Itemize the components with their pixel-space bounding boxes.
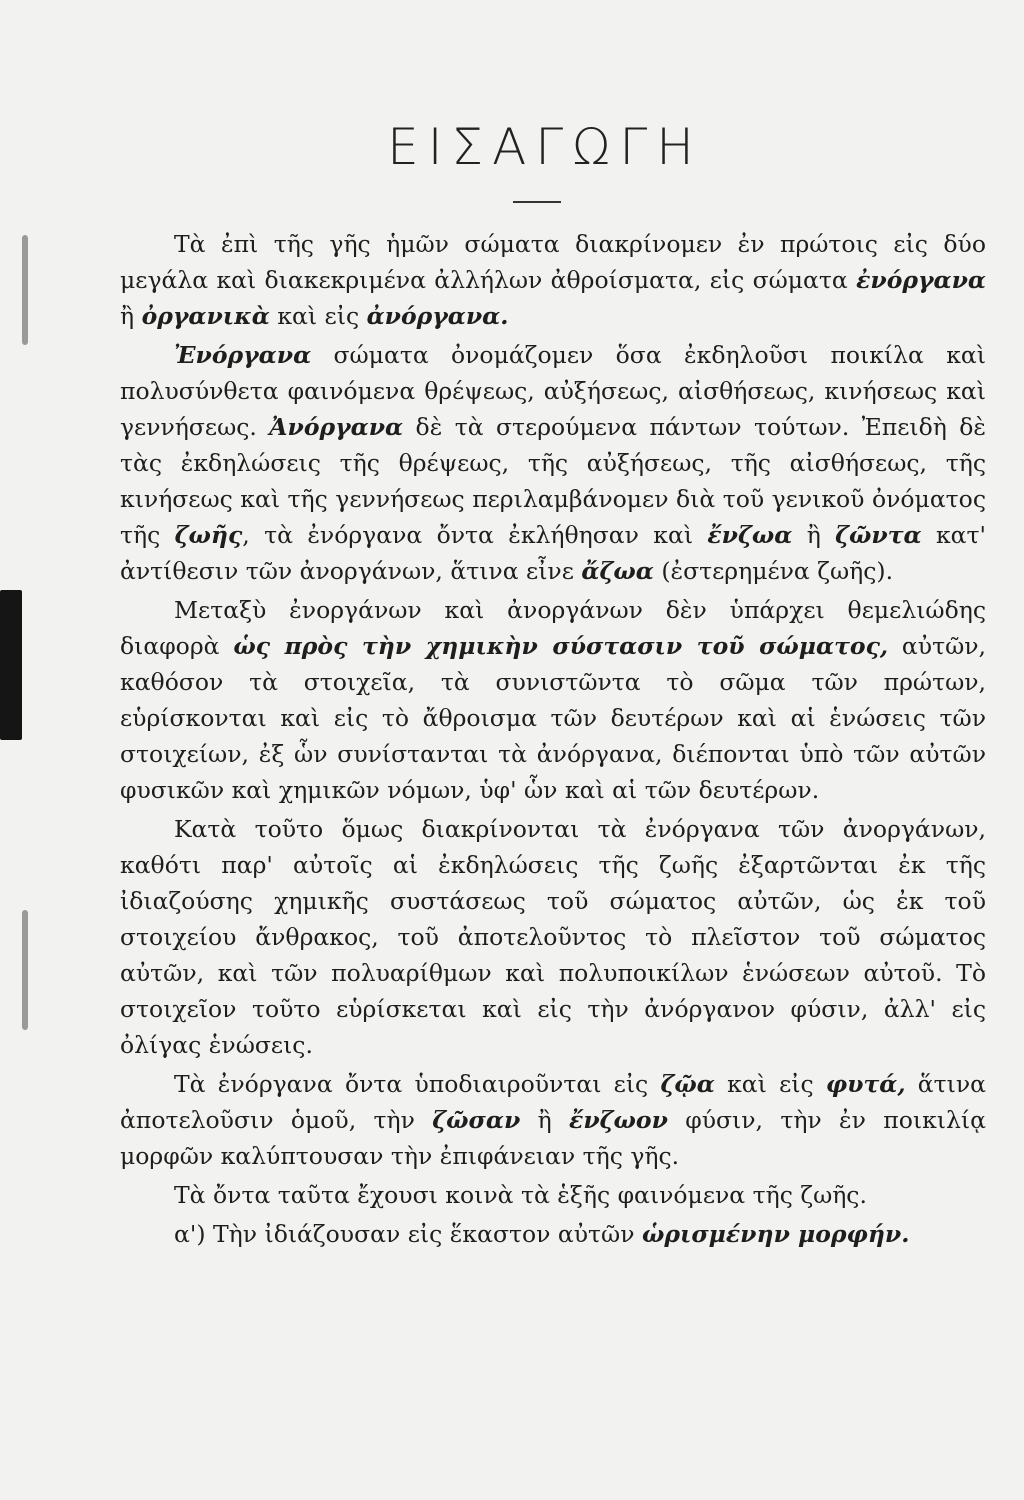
term-zoa: ζῷα	[660, 1070, 715, 1098]
term-chemical-composition: ὡς πρὸς τὴν χημικὴν σύστασιν τοῦ σώματος,	[233, 632, 889, 660]
body-text	[120, 226, 986, 1252]
binding-thread-mark	[22, 235, 28, 345]
term-enorgana: Ἐνόργανα	[174, 341, 312, 369]
term-zosan: ζῶσαν	[432, 1106, 521, 1134]
term-zonta: ζῶντα	[835, 521, 922, 549]
term-anorgana: Ἀνόργανα	[269, 413, 404, 441]
term-orismeni-morfi: ὡρισμένην μορφήν.	[641, 1220, 910, 1248]
paragraph-5: Τὰ ἐνόργανα ὄντα ὑποδιαιροῦνται εἰς ζῷα καὶ εἰς φυτά, ἅτινα ἀποτελοῦσιν ὁμοῦ, τὴν ζῶσαν ἢ ἔνζωον φύσιν, τὴν ἐν ποικιλίᾳ μορφῶν καλύπτουσαν τὴν ἐπιφάνειαν τῆς γῆς.	[120, 1070, 987, 1170]
term-enorgana: ἐνόργανα	[856, 266, 986, 294]
title-rule	[513, 201, 561, 203]
paragraph-7: α') Τὴν ἰδιάζουσαν εἰς ἕκαστον αὐτῶν ὡρισμένην μορφήν.	[174, 1220, 910, 1248]
binding-thread-mark	[22, 910, 28, 1030]
term-zois: ζωῆς	[174, 521, 243, 549]
page-title: ΕΙΣΑΓΩΓΗ	[387, 118, 703, 176]
paragraph-3: Μεταξὺ ἐνοργάνων καὶ ἀνοργάνων δὲν ὑπάρχει θεμελιώδης διαφορὰ ὡς πρὸς τὴν χημικὴν σύστασιν τοῦ σώματος, αὐτῶν, καθόσον τὰ στοιχεῖα, τὰ συνιστῶντα τὸ σῶμα τῶν πρώτων, εὑρίσκονται καὶ εἰς τὸ ἄθροισμα τῶν δευτέρων καὶ αἱ ἑνώσεις τῶν στοιχείων, ἐξ ὧν συνίστανται τὰ ἀνόργανα, διέπονται ὑπὸ τῶν αὐτῶν φυσικῶν καὶ χημικῶν νόμων, ὑφ' ὧν καὶ αἱ τῶν δευτέρων.	[120, 596, 986, 804]
term-enzoa: ἔνζωα	[707, 521, 793, 549]
term-organika: ὀργανικὰ	[141, 302, 270, 330]
paragraph-2: Ἐνόργανα σώματα ὀνομάζομεν ὅσα ἐκδηλοῦσι ποικίλα καὶ πολυσύνθετα φαινόμενα θρέψεως, αὐξήσεως, αἰσθήσεως, κινήσεως καὶ γεννήσεως. Ἀνόργανα δὲ τὰ στερούμενα πάντων τούτων. Ἐπειδὴ δὲ τὰς ἐκδηλώσεις τῆς θρέψεως, τῆς αὐξήσεως, τῆς αἰσθήσεως, τῆς κινήσεως καὶ τῆς γεννήσεως περιλαμβάνομεν διὰ τοῦ γενικοῦ ὀνόματος τῆς ζωῆς, τὰ ἐνόργανα ὄντα ἐκλήθησαν καὶ ἔνζωα ἢ ζῶντα κατ' ἀντίθεσιν τῶν ἀνοργάνων, ἅτινα εἶνε ἄζωα (ἐστερημένα ζωῆς).	[120, 341, 986, 585]
term-azoa: ἄζωα	[581, 557, 654, 585]
paragraph-4: Κατὰ τοῦτο ὅμως διακρίνονται τὰ ἐνόργανα τῶν ἀνοργάνων, καθότι παρ' αὐτοῖς αἱ ἐκδηλώσεις τῆς ζωῆς ἐξαρτῶνται ἐκ τῆς ἰδιαζούσης χημικῆς συστάσεως τοῦ σώματος αὐτῶν, ὡς ἐκ τοῦ στοιχείου ἄνθρακος, τοῦ ἀποτελοῦντος τὸ πλεῖστον τοῦ σώματος αὐτῶν, καὶ τῶν πολυαρίθμων καὶ πολυποικίλων ἑνώσεων αὐτοῦ. Τὸ στοιχεῖον τοῦτο εὑρίσκεται καὶ εἰς τὴν ἀνόργανον φύσιν, ἀλλ' εἰς ὀλίγας ἑνώσεις.	[120, 815, 986, 1059]
paragraph-1: Τὰ ἐπὶ τῆς γῆς ἡμῶν σώματα διακρίνομεν ἐν πρώτοις εἰς δύο μεγάλα καὶ διακεκριμένα ἀλλήλων ἀθροίσματα, εἰς σώματα ἐνόργανα ἢ ὀργανικὰ καὶ εἰς ἀνόργανα.	[120, 230, 986, 330]
paragraph-6: Τὰ ὄντα ταῦτα ἔχουσι κοινὰ τὰ ἑξῆς φαινόμενα τῆς ζωῆς.	[174, 1181, 867, 1209]
binding-clip	[0, 590, 22, 740]
term-fyta: φυτά,	[825, 1070, 906, 1098]
term-anorgana: ἀνόργανα.	[366, 302, 509, 330]
term-enzoon: ἔνζωον	[569, 1106, 668, 1134]
